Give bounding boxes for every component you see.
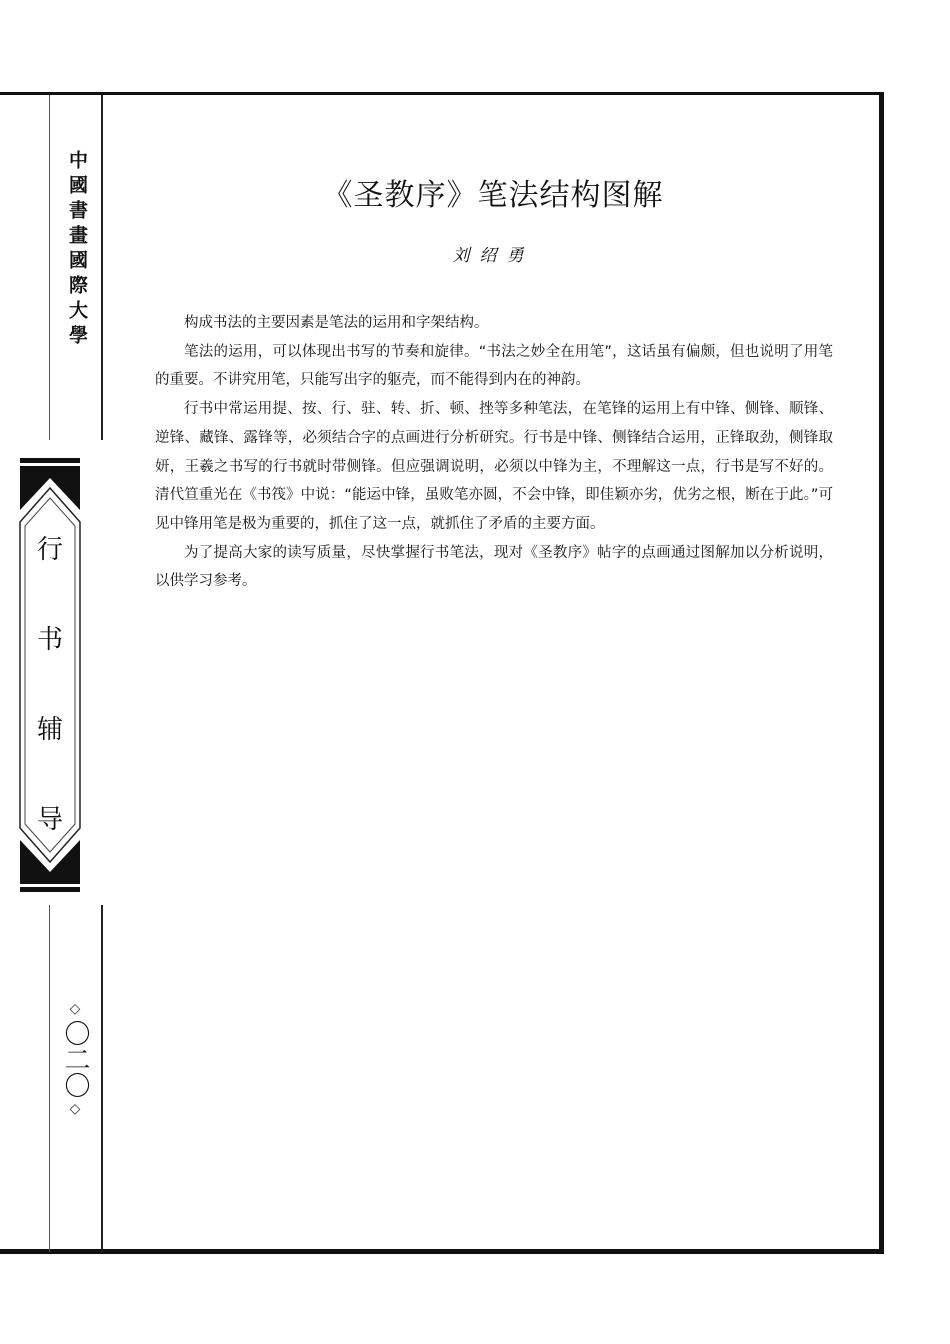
page-number-digits: 〇二〇	[60, 1020, 90, 1098]
article-title: 《圣教序》笔法结构图解	[322, 178, 664, 213]
banner-bottom-bar-thick	[20, 876, 80, 884]
section-title	[20, 530, 80, 840]
article-body	[155, 309, 833, 596]
paragraph: 笔法的运用，可以体现出书写的节奏和旋律。“书法之妙全在用笔”，这话虽有偏颇，但也说明了用笔的重要。不讲究用笔，只能写出字的躯壳，而不能得到内在的神韵。	[155, 343, 833, 389]
section-title-char: 书	[36, 625, 63, 655]
banner-top-bar	[20, 458, 80, 463]
banner-top-bar-thick	[20, 466, 80, 474]
diamond-icon: ◇	[69, 1001, 81, 1017]
section-title-char: 行	[36, 535, 63, 565]
page-frame	[0, 92, 884, 1254]
section-title-char: 导	[36, 805, 63, 835]
page-number	[60, 1000, 90, 1118]
banner-bottom-bar	[20, 887, 80, 892]
article-author: 刘绍勇	[452, 246, 534, 266]
series-name: 中國書畫國際大學	[66, 150, 88, 350]
paragraph: 构成书法的主要因素是笔法的运用和字架结构。	[184, 315, 489, 331]
paragraph: 为了提高大家的读写质量，尽快掌握行书笔法，现对《圣教序》帖字的点画通过图解加以分析说明，以供学习参考。	[155, 544, 833, 590]
section-title-char: 辅	[36, 715, 63, 745]
paragraph: 行书中常运用提、按、行、驻、转、折、顿、挫等多种笔法，在笔锋的运用上有中锋、侧锋、顺锋、逆锋、藏锋、露锋等，必须结合字的点画进行分析研究。行书是中锋、侧锋结合运用，正锋取劲，侧锋取妍，王羲之书写的行书就时带侧锋。但应强调说明，必须以中锋为主，不理解这一点，行书是写不好的。清代笪重光在《书筏》中说：“能运中锋，虽败笔亦圆，不会中锋，即佳颖亦劣，优劣之根，断在于此。”可见中锋用笔是极为重要的，抓住了这一点，就抓住了矛盾的主要方面。	[155, 401, 833, 532]
diamond-icon: ◇	[69, 1101, 81, 1117]
